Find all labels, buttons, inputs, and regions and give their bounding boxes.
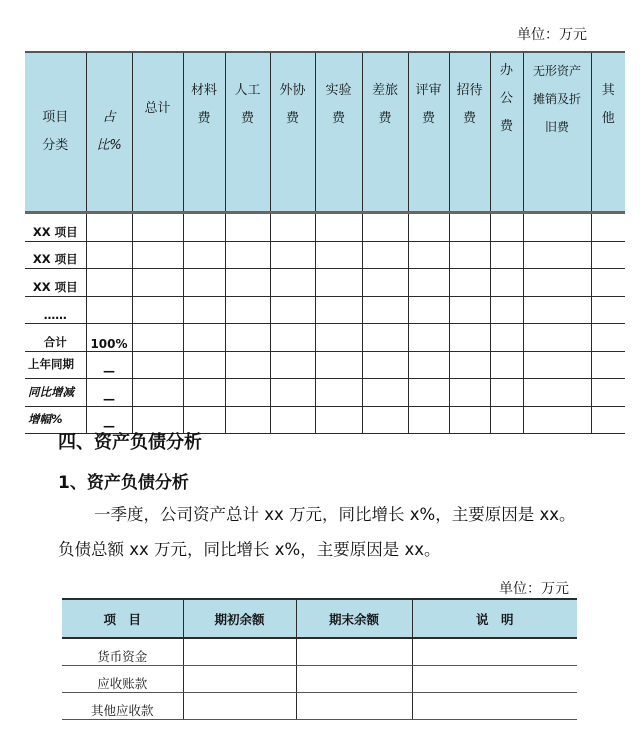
cell [362, 269, 408, 297]
cell [490, 269, 523, 297]
cell [183, 638, 296, 666]
cell [315, 296, 362, 324]
cell [490, 324, 523, 352]
header-text: 外协 [279, 83, 306, 98]
header-text: 无形资产 [532, 64, 581, 78]
row-share [86, 269, 132, 297]
paragraph-line-1: 一季度，公司资产总计 xx 万元，同比增长 x%，主要原因是 xx。 [94, 505, 576, 524]
cell [270, 406, 315, 434]
cell [296, 693, 412, 720]
header-text: 分类 [42, 138, 69, 153]
row-category: 合计 [25, 324, 86, 352]
header-text: 其 [601, 83, 615, 98]
cell [183, 693, 296, 720]
cell [408, 296, 449, 324]
cell [408, 379, 449, 407]
cell [296, 666, 412, 693]
cell [225, 296, 270, 324]
header-row [62, 599, 577, 638]
header-text: 费 [499, 119, 513, 134]
header-text: 费 [331, 111, 345, 126]
row-category: 同比增减 [25, 379, 86, 407]
cell [183, 213, 225, 242]
col-header-share [86, 52, 132, 213]
cell [408, 406, 449, 434]
cell [591, 296, 625, 324]
table-row [25, 296, 625, 324]
cell [270, 241, 315, 269]
header-text: 旧费 [544, 120, 569, 134]
header-text: 总计 [144, 101, 171, 116]
cell [449, 269, 490, 297]
cell [270, 351, 315, 379]
header-text: 费 [421, 111, 435, 126]
row-category: XX 项目 [25, 269, 86, 297]
cell [132, 296, 183, 324]
cell [490, 241, 523, 269]
header-text: 比% [96, 138, 122, 153]
col-header-experiment [315, 52, 362, 213]
cell [183, 351, 225, 379]
cell [315, 324, 362, 352]
cell [183, 296, 225, 324]
cell [412, 666, 577, 693]
cell [132, 324, 183, 352]
cell [523, 296, 591, 324]
cell [523, 406, 591, 434]
row-category: XX 项目 [25, 213, 86, 242]
col-header-outsourcing [270, 52, 315, 213]
cell [362, 241, 408, 269]
row-category: 增幅% [25, 406, 86, 434]
col-header-review [408, 52, 449, 213]
row-share [86, 296, 132, 324]
row-item: 其他应收款 [62, 693, 183, 720]
cell [591, 269, 625, 297]
header-text: 摊销及折 [532, 92, 581, 106]
header-text: 实验 [325, 83, 352, 98]
row-category: …… [25, 296, 86, 324]
cell [183, 324, 225, 352]
unit-label: 单位：万元 [517, 27, 587, 43]
cell [270, 269, 315, 297]
paragraph-line-2: 负债总额 xx 万元，同比增长 x%，主要原因是 xx。 [58, 540, 441, 559]
cell [523, 213, 591, 242]
unit-label: 单位：万元 [499, 581, 569, 597]
cell [408, 269, 449, 297]
table-row [25, 241, 625, 269]
header-text: 占 [102, 110, 116, 125]
header-text: 差旅 [371, 83, 398, 98]
cell [523, 379, 591, 407]
cell [591, 213, 625, 242]
col-header-other [591, 52, 625, 213]
cell [270, 324, 315, 352]
cell [449, 241, 490, 269]
cell [490, 379, 523, 407]
row-share [86, 213, 132, 242]
row-share: — [86, 406, 132, 434]
col-header-amortization [523, 52, 591, 213]
cell [183, 379, 225, 407]
cell [183, 269, 225, 297]
cell [132, 241, 183, 269]
cell [132, 269, 183, 297]
section-heading: 四、资产负债分析 [58, 432, 202, 453]
col-header-notes: 说 明 [412, 599, 577, 638]
cell [315, 213, 362, 242]
cell [132, 351, 183, 379]
row-share [86, 241, 132, 269]
header-text: 办 [499, 63, 513, 78]
cell [225, 324, 270, 352]
cell [362, 379, 408, 407]
cell [449, 296, 490, 324]
header-text: 材料 [190, 83, 217, 98]
cell [591, 406, 625, 434]
cell [270, 213, 315, 242]
cell [412, 693, 577, 720]
col-header-category [25, 52, 86, 213]
header-text: 招待 [456, 83, 483, 98]
cell [315, 406, 362, 434]
cell [523, 351, 591, 379]
balance-table [62, 598, 577, 720]
header-text: 费 [462, 111, 476, 126]
cell [591, 324, 625, 352]
cell [270, 379, 315, 407]
col-header-office [490, 52, 523, 213]
cell [449, 351, 490, 379]
cell [225, 379, 270, 407]
row-item: 货币资金 [62, 638, 183, 666]
cell [225, 351, 270, 379]
header-text: 费 [240, 111, 254, 126]
section-subheading: 1、资产负债分析 [58, 473, 189, 493]
cell [315, 351, 362, 379]
cell [132, 379, 183, 407]
header-text: 公 [499, 91, 513, 106]
row-category: 上年同期 [25, 351, 86, 379]
cell [225, 241, 270, 269]
cell [315, 241, 362, 269]
header-text: 评审 [415, 83, 442, 98]
cell [523, 241, 591, 269]
row-category: XX 项目 [25, 241, 86, 269]
header-text: 费 [197, 111, 211, 126]
cell [362, 351, 408, 379]
expense-table [25, 51, 625, 434]
cell [225, 406, 270, 434]
col-header-labor [225, 52, 270, 213]
cell [315, 269, 362, 297]
header-text: 人工 [234, 83, 261, 98]
table-row [25, 351, 625, 379]
col-header-travel [362, 52, 408, 213]
cell [296, 638, 412, 666]
header-text: 项目 [42, 110, 69, 125]
cell [362, 213, 408, 242]
cell [490, 213, 523, 242]
cell [183, 241, 225, 269]
cell [523, 269, 591, 297]
col-header-total [132, 52, 183, 213]
cell [183, 666, 296, 693]
col-header-item: 项 目 [62, 599, 183, 638]
table-row-total [25, 324, 625, 352]
row-share: — [86, 379, 132, 407]
cell [449, 324, 490, 352]
cell [449, 213, 490, 242]
table-row [62, 693, 577, 720]
table-row [25, 269, 625, 297]
cell [362, 406, 408, 434]
table-row [62, 638, 577, 666]
cell [132, 213, 183, 242]
row-share: — [86, 351, 132, 379]
col-header-material [183, 52, 225, 213]
row-item: 应收账款 [62, 666, 183, 693]
cell [490, 296, 523, 324]
header-text: 费 [378, 111, 392, 126]
cell [412, 638, 577, 666]
cell [523, 324, 591, 352]
header-text: 费 [285, 111, 299, 126]
cell [362, 324, 408, 352]
cell [408, 241, 449, 269]
cell [408, 324, 449, 352]
cell [362, 296, 408, 324]
col-header-opening-balance: 期初余额 [183, 599, 296, 638]
row-share: 100% [86, 324, 132, 352]
header-row [25, 52, 625, 213]
table-row [25, 213, 625, 242]
cell [270, 296, 315, 324]
cell [591, 379, 625, 407]
table-row [25, 379, 625, 407]
col-header-closing-balance: 期末余额 [296, 599, 412, 638]
header-text: 他 [601, 111, 615, 126]
cell [591, 351, 625, 379]
cell [225, 269, 270, 297]
cell [490, 406, 523, 434]
cell [449, 379, 490, 407]
cell [591, 241, 625, 269]
cell [408, 213, 449, 242]
cell [449, 406, 490, 434]
col-header-entertainment [449, 52, 490, 213]
cell [225, 213, 270, 242]
cell [315, 379, 362, 407]
table-row [62, 666, 577, 693]
cell [490, 351, 523, 379]
cell [408, 351, 449, 379]
